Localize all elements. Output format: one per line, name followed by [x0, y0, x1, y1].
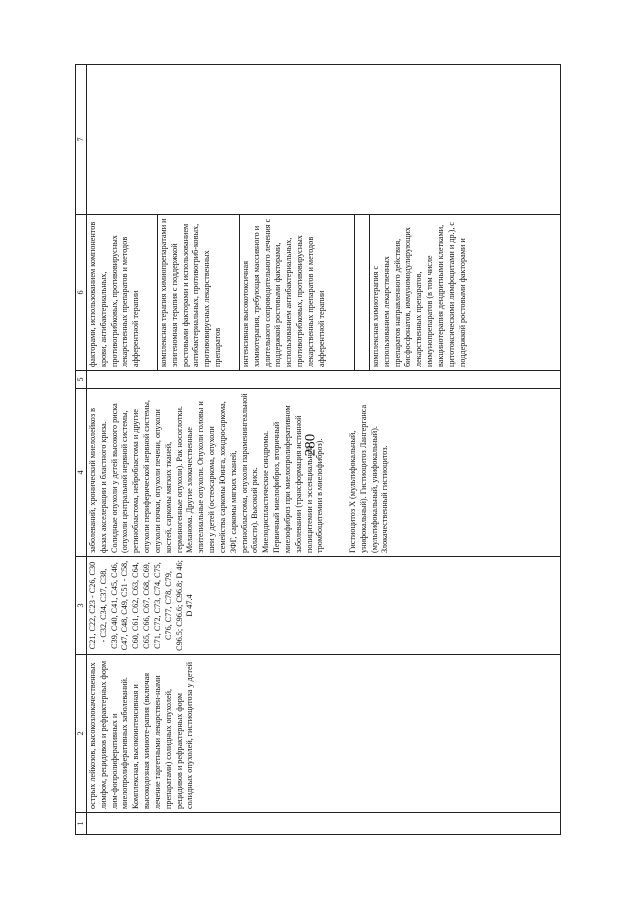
diagnosis-text-b: Гистиоцитоз X (мультифокальный, унифокальный). Гистиоцитоз Лангерганса (мультифокальный, унифокальный). Злокачественный гистиоцитоз. — [348, 404, 390, 553]
treatment-text-d: комплексная химиотерапия с использованием лекарственных препаратов направленного действия, бисфосфонатов, иммуномодулирующих лекарственных препаратов, иммунопрепаратов (в том числе вакцинотерапия дендритными клетками, цитотоксическими лимфоцитами и др.), с поддержкой ростовыми факторами и — [371, 221, 467, 367]
cell-col-5 — [87, 371, 561, 389]
diagnosis-text-a: заболеваний, хронический миелолейкоз в фазах акселерации и бластного криза. Солидные опухоли у детей высокого риска (опухоли центральной нервной системы, ретинобластома, нейробластома и другие опухоли периферической нервной системы, опухоли почки, опухоли печени, опухоли костей, саркомы мягких тканей, герминогенные опухоли). Рак носоглотки. Меланома. Другие злокачественные эпителиальные опухоли. Опухоли головы и шеи у детей (остеосаркома, опухоли семейства саркомы Юинга, хондросаркома, ЗФГ, саркомы мягких тканей, ретинобластома, опухоли параменингеальной области). Высокий риск. Миелодиспластические синдромы. Первичный миелофиброз, вторичный миелофиброз при миелопролиферативном заболевании (трансформация истинной полицитемии и эссенциальной тромбоцитемии в миелофиброз). — [88, 393, 325, 553]
header-col-6: 6 — [76, 215, 87, 371]
cell-col-4 — [87, 389, 561, 557]
treatment-text-b: комплексная терапия химиопрепаратами и эпигеномная терапия с поддержкой ростовыми факторами и использованием антибактериальных, противогриб-ковых, противовирусных лекарственных препаратов — [159, 218, 223, 367]
cell-col-6 — [87, 215, 561, 371]
treatment-text-c: интенсивная высокотоксичная химиотерапия, требующая массивного и длительного сопроводительного лечения с поддержкой ростовыми факторами, использованием антибактериальных, противогрибковых, противовирусных лекарственных препаратов и методов афферентной терапии — [241, 218, 326, 367]
cell-col-2 — [87, 655, 561, 813]
header-col-4: 4 — [76, 389, 87, 557]
header-col-2: 2 — [76, 655, 87, 813]
header-col-1: 1 — [76, 813, 87, 835]
treatment-table — [75, 64, 561, 835]
header-col-7: 7 — [76, 65, 87, 215]
header-col-3: 3 — [76, 557, 87, 655]
cell-col-1 — [87, 813, 561, 835]
header-col-5: 5 — [76, 371, 87, 389]
page-number: 280 — [302, 433, 319, 457]
header-row — [76, 65, 87, 835]
disease-description: острых лейкозов, высокозлокачественных лимфом, рецидивов и рефрактерных форм лим-фопролиферативных и миелопролиферативных заболеваний. Комплексная, высокоинтенсивная и высокодозная химиоте-рапия (включая лечение таргетными лекарствен-ными препаратами) солидных опухолей, рецидивов и рефрактерных форм солидных опухолей, гистиоцитоза у детей — [88, 660, 195, 809]
treatment-text-a: факторами, использованием компонентов крови, антибактериальных, противогрибковых, противовирусных лекарственных препаратов и методов афферентной терапии — [88, 221, 141, 367]
rotated-table-container — [75, 65, 565, 835]
table-row — [87, 65, 561, 835]
cell-col-7 — [87, 65, 561, 215]
icd-codes: C21, C22, C23 - C26, C30 - C32, C34, C37, C38, C39, C40, C41, C45, C46, C47, C48, C49, C51 - C58, C60, C61, C62, C63, C64, C65, C66, C67, C68, C69, C71, C72, C73, C74, C75, C76, C77, C78, C79, C96.5; C96.6; C96.8; D 46; D 47.4 — [88, 560, 195, 651]
cell-col-3 — [87, 557, 561, 655]
